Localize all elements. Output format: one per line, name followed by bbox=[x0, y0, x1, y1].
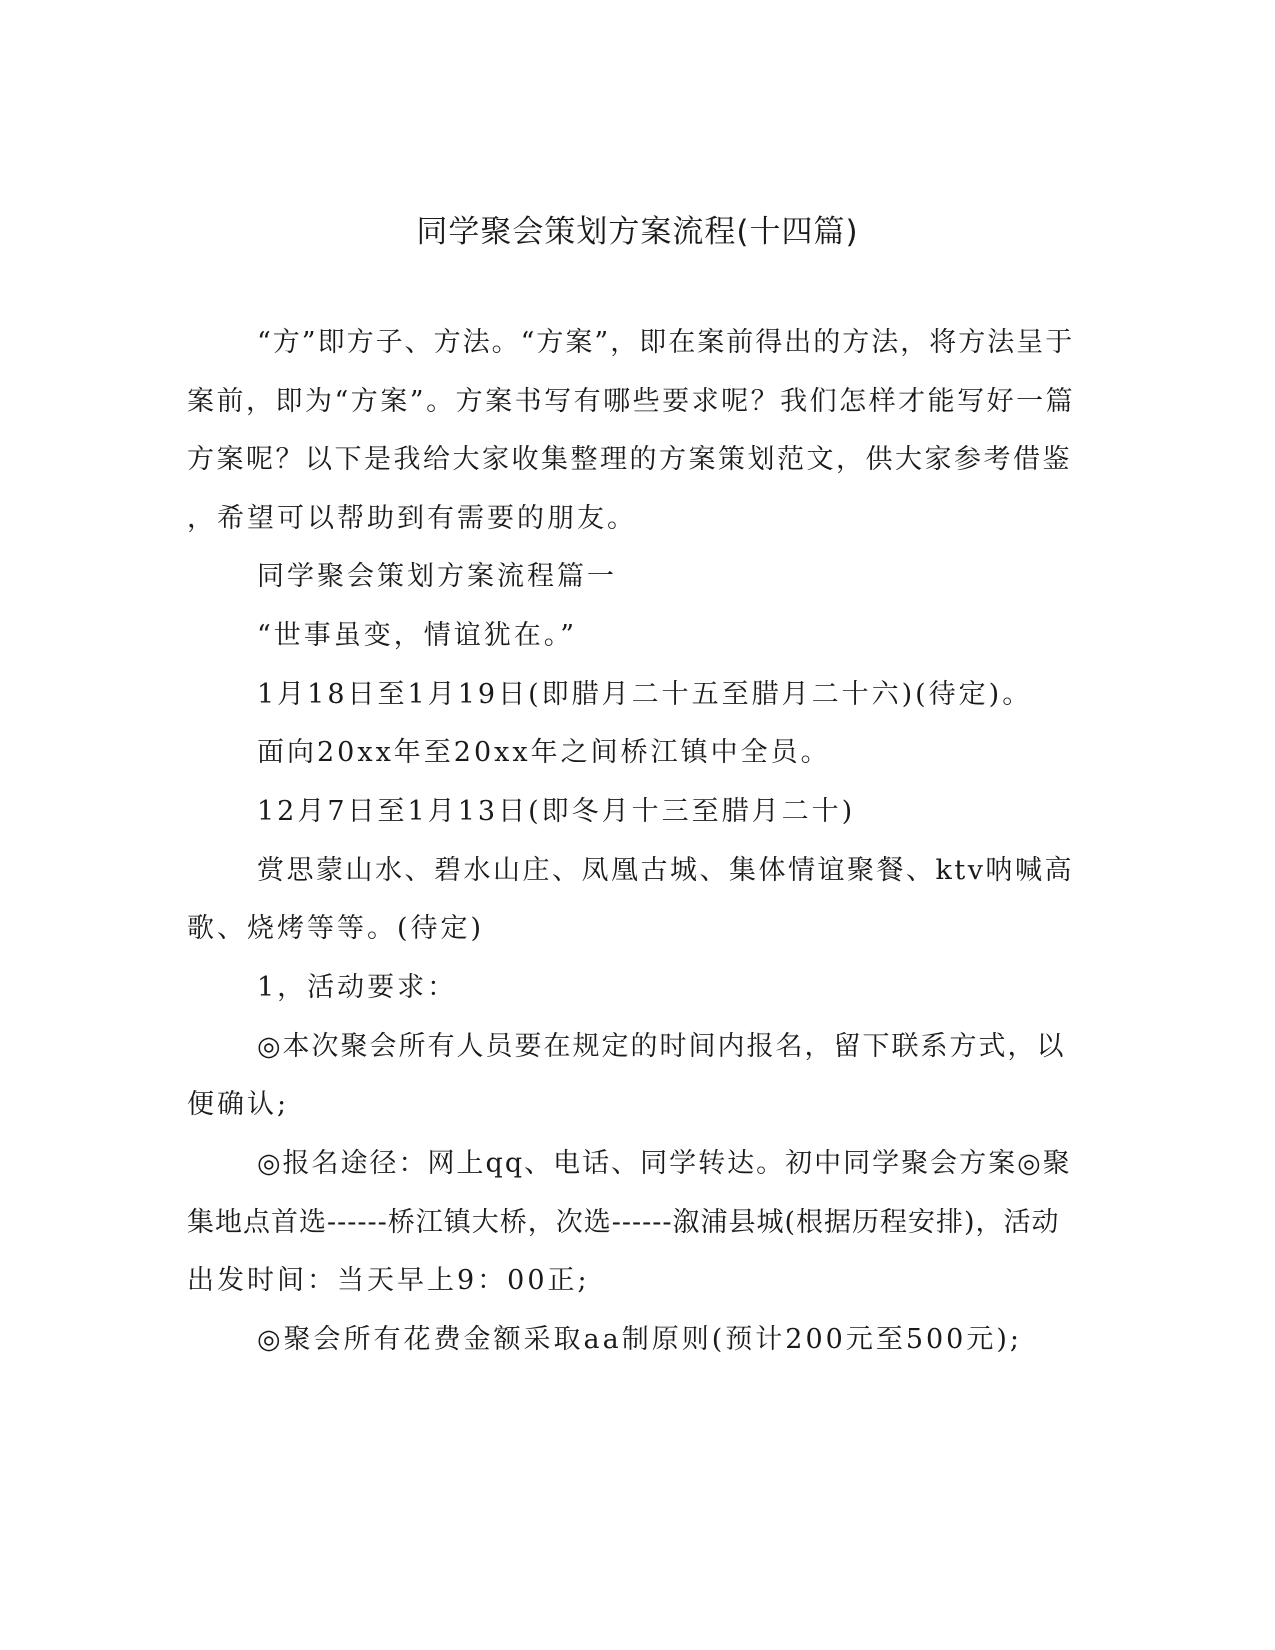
activities-line-1: 赏思蒙山水、碧水山庄、凤凰古城、集体情谊聚餐、ktv呐喊高 bbox=[257, 855, 1074, 886]
requirement-3-line-1: ◎聚会所有花费金额采取aa制原则(预计200元至500元); bbox=[257, 1324, 1022, 1355]
requirements-heading: 1，活动要求： bbox=[257, 972, 458, 1003]
intro-line-3: 方案呢？以下是我给大家收集整理的方案策划范文，供大家参考借鉴 bbox=[187, 444, 1072, 475]
registration-period-line: 12月7日至1月13日(即冬月十三至腊月二十) bbox=[257, 796, 856, 827]
intro-line-1: “方”即方子、方法。“方案”，即在案前得出的方法，将方法呈于 bbox=[257, 327, 1075, 358]
date-line: 1月18日至1月19日(即腊月二十五至腊月二十六)(待定)。 bbox=[257, 679, 1033, 710]
requirement-2-line-1: ◎报名途径：网上qq、电话、同学转达。初中同学聚会方案◎聚 bbox=[257, 1148, 1072, 1179]
requirement-1-line-2: 便确认; bbox=[187, 1089, 290, 1120]
activities-line-2: 歌、烧烤等等。(待定) bbox=[187, 913, 485, 944]
theme-line: “世事虽变，情谊犹在。” bbox=[257, 620, 578, 651]
requirement-2-line-2: 集地点首选------桥江镇大桥，次选------溆浦县城(根据历程安排)，活动 bbox=[187, 1207, 1060, 1238]
section-heading: 同学聚会策划方案流程篇一 bbox=[257, 561, 617, 592]
requirement-1-line-1: ◎本次聚会所有人员要在规定的时间内报名，留下联系方式，以 bbox=[257, 1031, 1066, 1062]
document-title: 同学聚会策划方案流程(十四篇) bbox=[416, 214, 859, 250]
requirement-2-line-3: 出发时间：当天早上9：00正; bbox=[187, 1265, 590, 1296]
intro-line-2: 案前，即为“方案”。方案书写有哪些要求呢？我们怎样才能写好一篇 bbox=[187, 386, 1076, 417]
intro-line-4: ，希望可以帮助到有需要的朋友。 bbox=[187, 503, 637, 534]
audience-line: 面向20xx年至20xx年之间桥江镇中全员。 bbox=[257, 737, 831, 768]
